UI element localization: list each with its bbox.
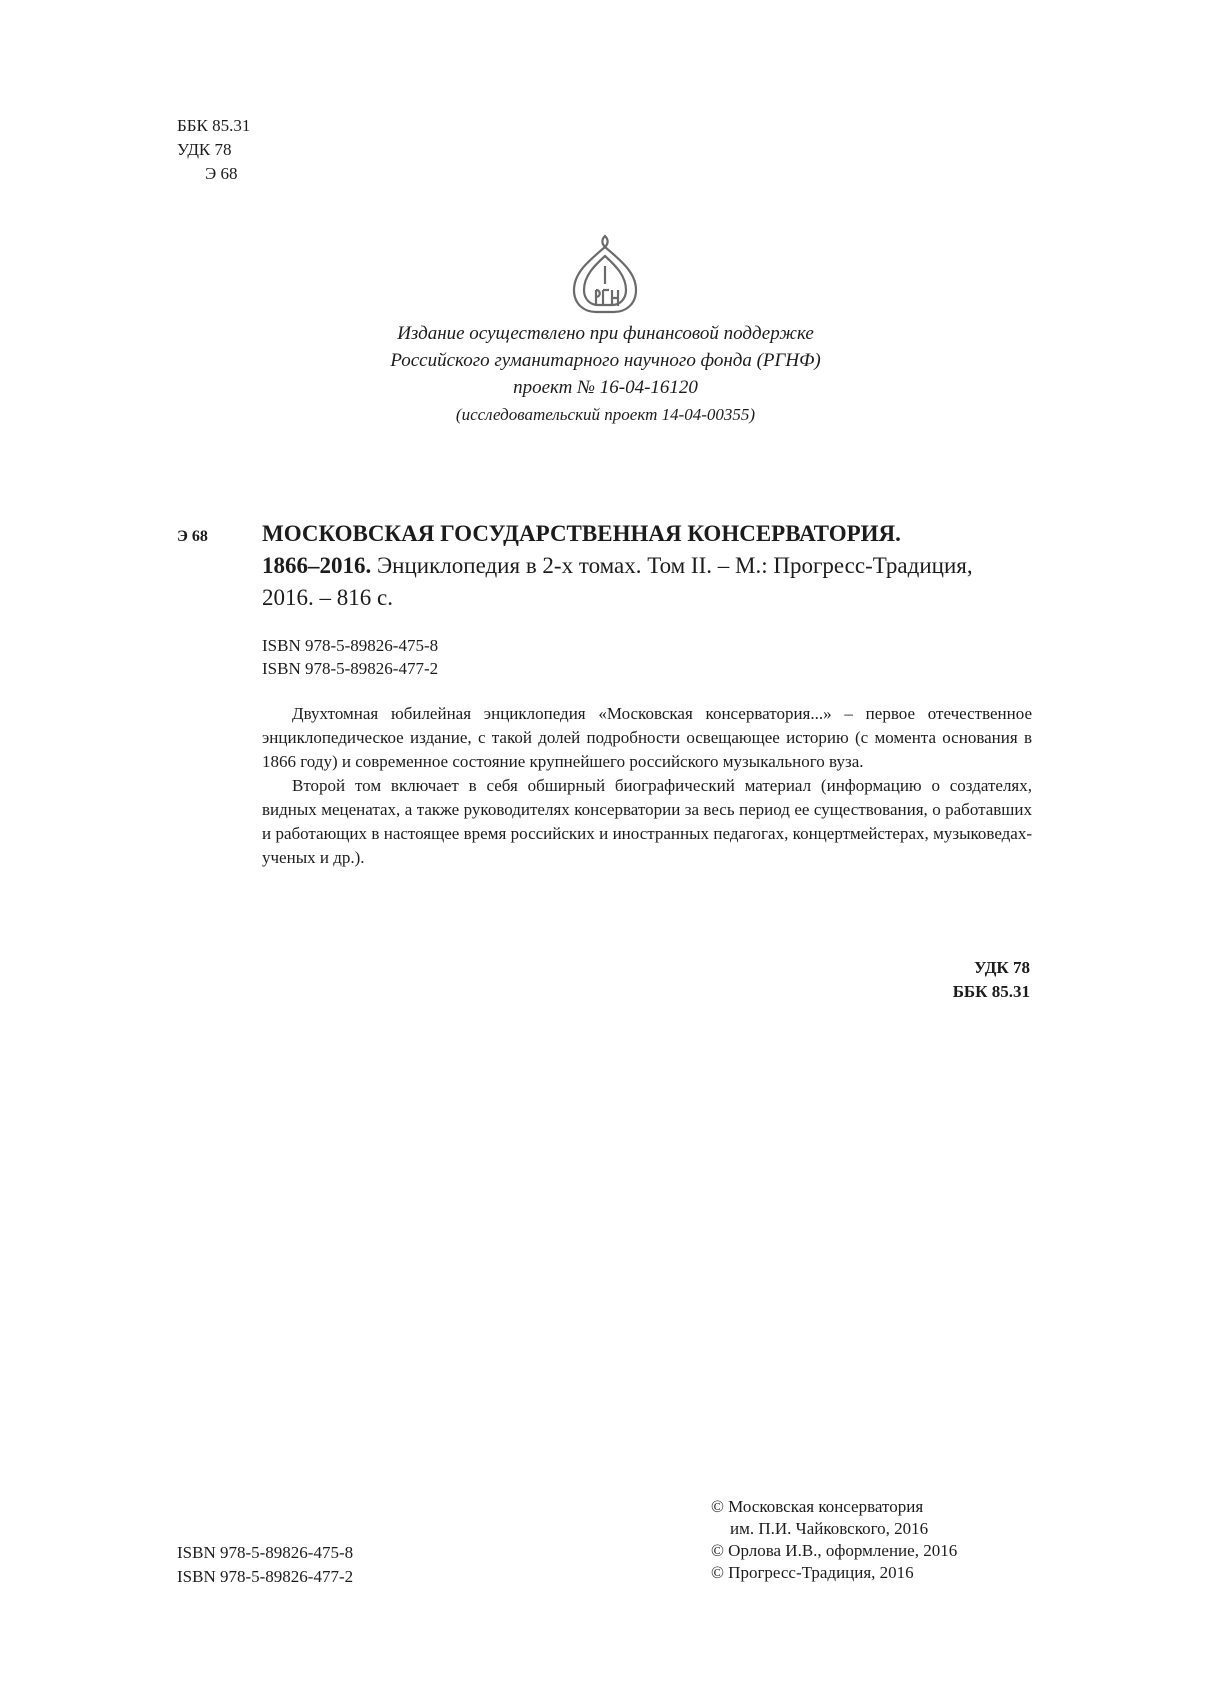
copyright-line-3: © Орлова И.В., оформление, 2016 [711, 1541, 958, 1560]
entry-line-3: 2016. – 816 с. [262, 585, 393, 610]
classification-codes-top [177, 114, 250, 186]
rgnf-logo [568, 232, 642, 318]
classification-codes-bottom [880, 956, 1030, 1004]
copyright-block [711, 1496, 957, 1584]
catalog-entry [262, 518, 1032, 614]
abstract-paragraph-2: Второй том включает в себя обширный биографический материал (информацию о создателях, видных меценатах, а также руководителях консерватории за весь период ее существования, о работавших и работающих в настоящее время российских и иностранных педагогах, концертмейстерах, музыковедах-ученых и др.). [262, 776, 1032, 867]
sponsor-research-project: (исследовательский проект 14-04-00355) [455, 405, 756, 424]
sponsor-note [300, 320, 911, 428]
sponsor-project: проект № 16-04-16120 [513, 377, 698, 398]
isbn-block-bottom [177, 1541, 353, 1589]
isbn-second-bottom: ISBN 978-5-89826-477-2 [177, 1567, 354, 1586]
copyright-line-4: © Прогресс-Традиция, 2016 [711, 1563, 914, 1582]
udk-code: УДК 78 [177, 140, 232, 159]
entry-code: Э 68 [177, 528, 208, 545]
copyright-line-1: © Московская консерватория [711, 1497, 924, 1516]
sponsor-line-1: Издание осуществлено при финансовой поддержке [397, 323, 814, 344]
isbn-first-bottom: ISBN 978-5-89826-475-8 [177, 1543, 354, 1562]
abstract [262, 702, 1032, 870]
isbn-second: ISBN 978-5-89826-477-2 [262, 659, 439, 678]
sponsor-line-2: Российского гуманитарного научного фонда (РГНФ) [390, 350, 821, 371]
isbn-first: ISBN 978-5-89826-475-8 [262, 636, 439, 655]
entry-description: Энциклопедия в 2-х томах. Том II. – М.: Прогресс-Традиция, [377, 553, 973, 578]
bbk-code-bold: ББК 85.31 [952, 982, 1030, 1001]
entry-line-2 [262, 550, 1032, 582]
bbk-code: ББК 85.31 [177, 116, 251, 135]
copyright-line-2: им. П.И. Чайковского, 2016 [730, 1519, 929, 1538]
isbn-block [262, 634, 438, 680]
author-mark: Э 68 [205, 164, 238, 183]
entry-title: МОСКОВСКАЯ ГОСУДАРСТВЕННАЯ КОНСЕРВАТОРИЯ. [262, 521, 901, 546]
entry-years: 1866–2016. [262, 553, 372, 578]
udk-code-bold: УДК 78 [973, 958, 1030, 977]
abstract-paragraph-1: Двухтомная юбилейная энциклопедия «Московская консерватория...» – первое отечественное энциклопедическое издание, с такой долей подробности освещающее историю (с момента основания в 1866 году) и современное состояние крупнейшего российского музыкального вуза. [262, 704, 1032, 771]
